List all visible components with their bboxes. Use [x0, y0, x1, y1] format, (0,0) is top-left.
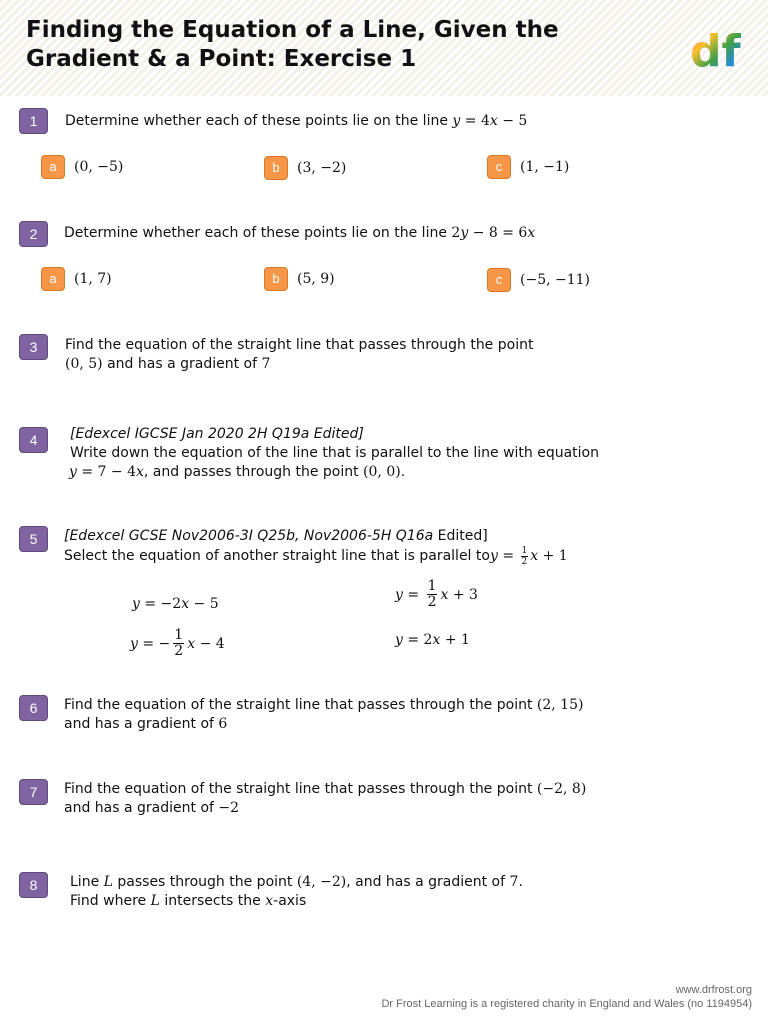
question-2-part-b	[264, 267, 335, 291]
question-6-gradient: 6	[218, 716, 228, 732]
question-4-line-2-text: , and passes through the point	[143, 464, 364, 480]
question-5-frac-num: 1	[521, 546, 528, 556]
question-5-source-italic: [Edexcel GCSE Nov2006-3I Q25b, Nov2006-5H Q16a	[64, 528, 434, 544]
option-3-frac-num: 1	[174, 627, 184, 643]
option-3-frac-den: 2	[174, 643, 184, 659]
question-1-part-c	[487, 155, 569, 179]
question-3-point: (0, 5)	[65, 356, 103, 372]
question-8-point: (4, −2)	[296, 874, 347, 890]
part-c-value: (1, −1)	[520, 159, 570, 175]
question-2-prompt: Determine whether each of these points lie on the line	[64, 225, 452, 241]
question-6-badge: 6	[19, 695, 48, 721]
part-b-badge: b	[264, 156, 288, 180]
part-c-badge: c	[487, 268, 511, 292]
question-7-prompt: Find the equation of the straight line that passes through the point	[64, 781, 537, 797]
question-8-text-a: Line	[70, 874, 104, 890]
question-5-frac-den: 2	[521, 557, 528, 567]
part-b-badge: b	[264, 267, 288, 291]
question-5-source	[64, 527, 488, 546]
question-8-line-2-a: Find where	[70, 893, 151, 909]
option-2-frac-num: 1	[427, 578, 437, 594]
question-7-gradient: −2	[218, 800, 240, 816]
question-4-badge: 4	[19, 427, 48, 453]
question-4-period: .	[400, 464, 406, 480]
question-8-text-c: , and has a gradient of	[346, 874, 510, 890]
question-7-line-2-text: and has a gradient of	[64, 800, 219, 816]
option-y-half-x-plus-3[interactable]: y = $\frac{1}{2}$ x + 3	[395, 578, 478, 610]
question-2-part-c	[487, 268, 590, 292]
question-4-equation: y = 7 − 4x	[69, 464, 144, 480]
question-3-line-2	[65, 355, 270, 374]
part-b-value: (3, −2)	[297, 160, 347, 176]
question-4-source: [Edexcel IGCSE Jan 2020 2H Q19a Edited]	[70, 426, 364, 442]
question-8-line-2-c: -axis	[273, 893, 307, 909]
part-a-value: (1, 7)	[74, 271, 112, 287]
question-3-line-1: Find the equation of the straight line that passes through the point	[65, 337, 534, 353]
question-5-badge: 5	[19, 526, 48, 552]
question-5-line-1	[64, 546, 568, 567]
question-2-badge: 2	[19, 221, 48, 247]
question-4-line-2	[69, 463, 405, 482]
question-6-line-2-text: and has a gradient of	[64, 716, 219, 732]
question-2-part-a	[41, 267, 112, 291]
part-c-value: (−5, −11)	[520, 272, 591, 288]
question-2-text	[64, 224, 535, 243]
part-b-value: (5, 9)	[297, 271, 335, 287]
df-logo	[688, 28, 746, 72]
question-5-prompt: Select the equation of another straight line that is parallel to	[64, 548, 490, 564]
question-5-equation: y = $\frac{1}{2}$ x + 1	[489, 546, 568, 567]
question-8-text-b: passes through the point	[112, 874, 297, 890]
question-7-point: (−2, 8)	[536, 781, 587, 797]
question-1-prompt: Determine whether each of these points lie on the line	[65, 113, 453, 129]
question-8-period: .	[518, 874, 523, 890]
question-1-part-a	[41, 155, 123, 179]
question-1-text	[65, 112, 527, 131]
question-8-gradient: 7	[509, 874, 519, 890]
option-y-2x-plus-1[interactable]: y = 2x + 1	[395, 632, 470, 648]
question-7-line-1	[64, 780, 586, 799]
part-c-badge: c	[487, 155, 511, 179]
question-8-line-1	[70, 873, 523, 892]
title-line-2: Gradient & a Point: Exercise 1	[26, 46, 417, 72]
option-y-minus-half-x-minus-4[interactable]: y = − $\frac{1}{2}$ x − 4	[130, 627, 225, 659]
question-8-line-L: L	[103, 874, 113, 890]
question-6-point: (2, 15)	[536, 697, 584, 713]
question-6-line-2	[64, 715, 227, 734]
option-2-frac-den: 2	[427, 594, 437, 610]
question-8-badge: 8	[19, 872, 48, 898]
question-8-line-L-2: L	[150, 893, 160, 909]
question-4-point: (0, 0)	[363, 464, 401, 480]
footer-url[interactable]: www.drfrost.org	[675, 984, 752, 996]
part-a-badge: a	[41, 155, 65, 179]
question-1-equation: y = 4x − 5	[452, 113, 528, 129]
question-6-prompt: Find the equation of the straight line that passes through the point	[64, 697, 537, 713]
footer-charity-notice: Dr Frost Learning is a registered charity in England and Wales (no 1194954)	[381, 998, 752, 1010]
question-8-line-2	[70, 892, 306, 911]
logo-text: df	[690, 28, 741, 72]
question-8-x-variable: x	[265, 893, 274, 909]
option-y-minus-2x-minus-5[interactable]: y = −2x − 5	[132, 596, 219, 612]
question-4-line-1: Write down the equation of the line that is parallel to the line with equation	[70, 445, 599, 461]
question-2-equation: 2y − 8 = 6x	[451, 225, 536, 241]
question-6-line-1	[64, 696, 583, 715]
question-3-badge: 3	[19, 334, 48, 360]
question-8-line-2-b: intersects the	[159, 893, 266, 909]
part-a-value: (0, −5)	[74, 159, 124, 175]
question-3-gradient: 7	[261, 356, 271, 372]
question-7-line-2	[64, 799, 239, 818]
question-1-badge: 1	[19, 108, 48, 134]
question-1-part-b	[264, 156, 346, 180]
question-3-line-2-text: and has a gradient of	[102, 356, 262, 372]
part-a-badge: a	[41, 267, 65, 291]
page-title	[26, 16, 646, 74]
title-line-1: Finding the Equation of a Line, Given the	[26, 17, 559, 43]
question-5-source-end: Edited]	[433, 528, 488, 544]
question-7-badge: 7	[19, 779, 48, 805]
